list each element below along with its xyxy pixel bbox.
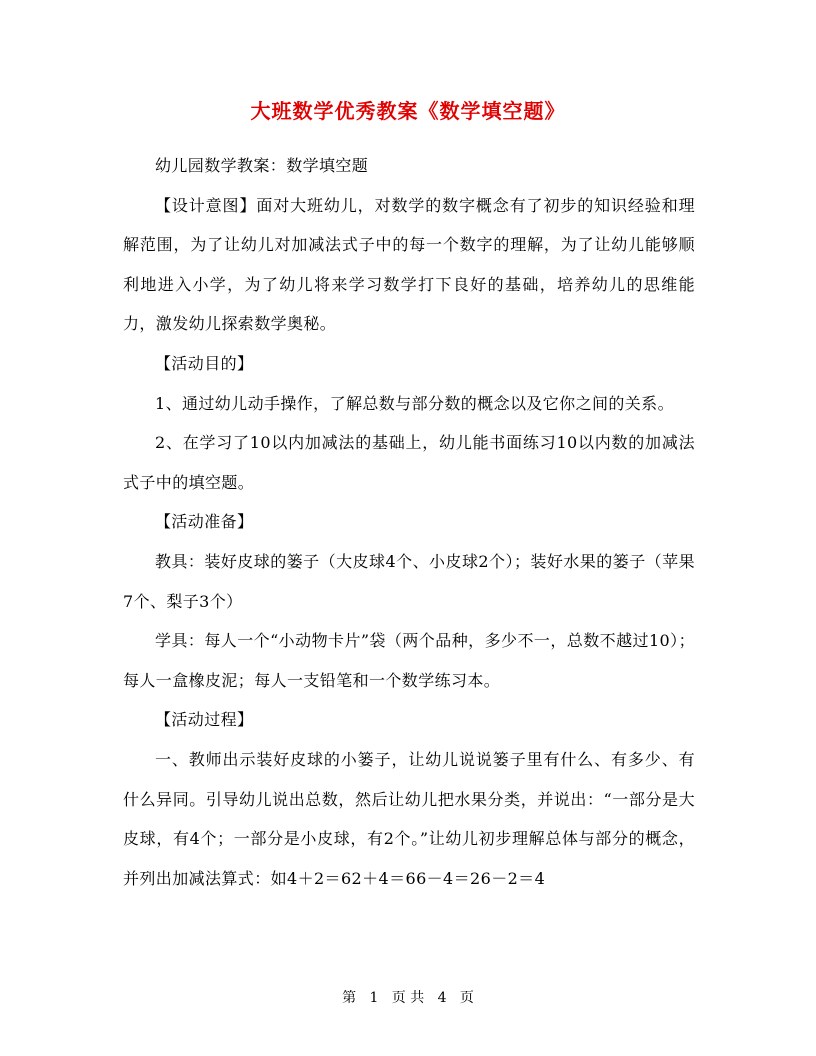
document-title: 大班数学优秀教案《数学填空题》: [250, 99, 566, 123]
footer-prefix: 第: [342, 990, 357, 1006]
paragraph-learning-aids: 学具：每人一个“小动物卡片”袋（两个品种，多少不一，总数不越过10）；每人一盒橡皮泥；每人一支铅笔和一个数学练习本。: [123, 631, 695, 690]
heading-activity-process: 【活动过程】: [155, 710, 254, 730]
page-footer: [0, 988, 816, 1008]
footer-suffix: 页: [459, 990, 474, 1006]
heading-activity-goals: 【活动目的】: [155, 353, 254, 373]
heading-activity-preparation: 【活动准备】: [155, 512, 254, 532]
document-body: [123, 146, 695, 898]
footer-total-pages: 4: [437, 990, 447, 1006]
footer-mid: 页 共: [391, 990, 425, 1006]
paragraph-goal-2: 2、在学习了10以内加减法的基础上，幼儿能书面练习10以内数的加减法式子中的填空题。: [123, 433, 695, 492]
paragraph-goal-1: 1、通过幼儿动手操作，了解总数与部分数的概念以及它你之间的关系。: [155, 393, 674, 413]
paragraph-subtitle: 幼儿园数学教案：数学填空题: [155, 156, 369, 175]
footer-current-page: 1: [369, 990, 379, 1006]
paragraph-teaching-aids: 教具：装好皮球的篓子（大皮球4个、小皮球2个）；装好水果的篓子（苹果7个、梨子3个）: [123, 551, 695, 611]
paragraph-design-intent: 【设计意图】面对大班幼儿，对数学的数字概念有了初步的知识经验和理解范围，为了让幼儿对加减法式子中的每一个数字的理解，为了让幼儿能够顺利地进入小学，为了幼儿将来学习数学打下良好的基础，培养幼儿的思维能力，激发幼儿探索数学奥秘。: [123, 195, 695, 334]
paragraph-process-step-1: 一、教师出示装好皮球的小篓子，让幼儿说说篓子里有什么、有多少、有什么异同。引导幼儿说出总数，然后让幼儿把水果分类，并说出：“一部分是大皮球，有4个；一部分是小皮球，有2个。”让幼儿初步理解总体与部分的概念，并列出加减法算式：如4＋2＝62＋4＝66－4＝26－2＝4: [123, 749, 695, 888]
